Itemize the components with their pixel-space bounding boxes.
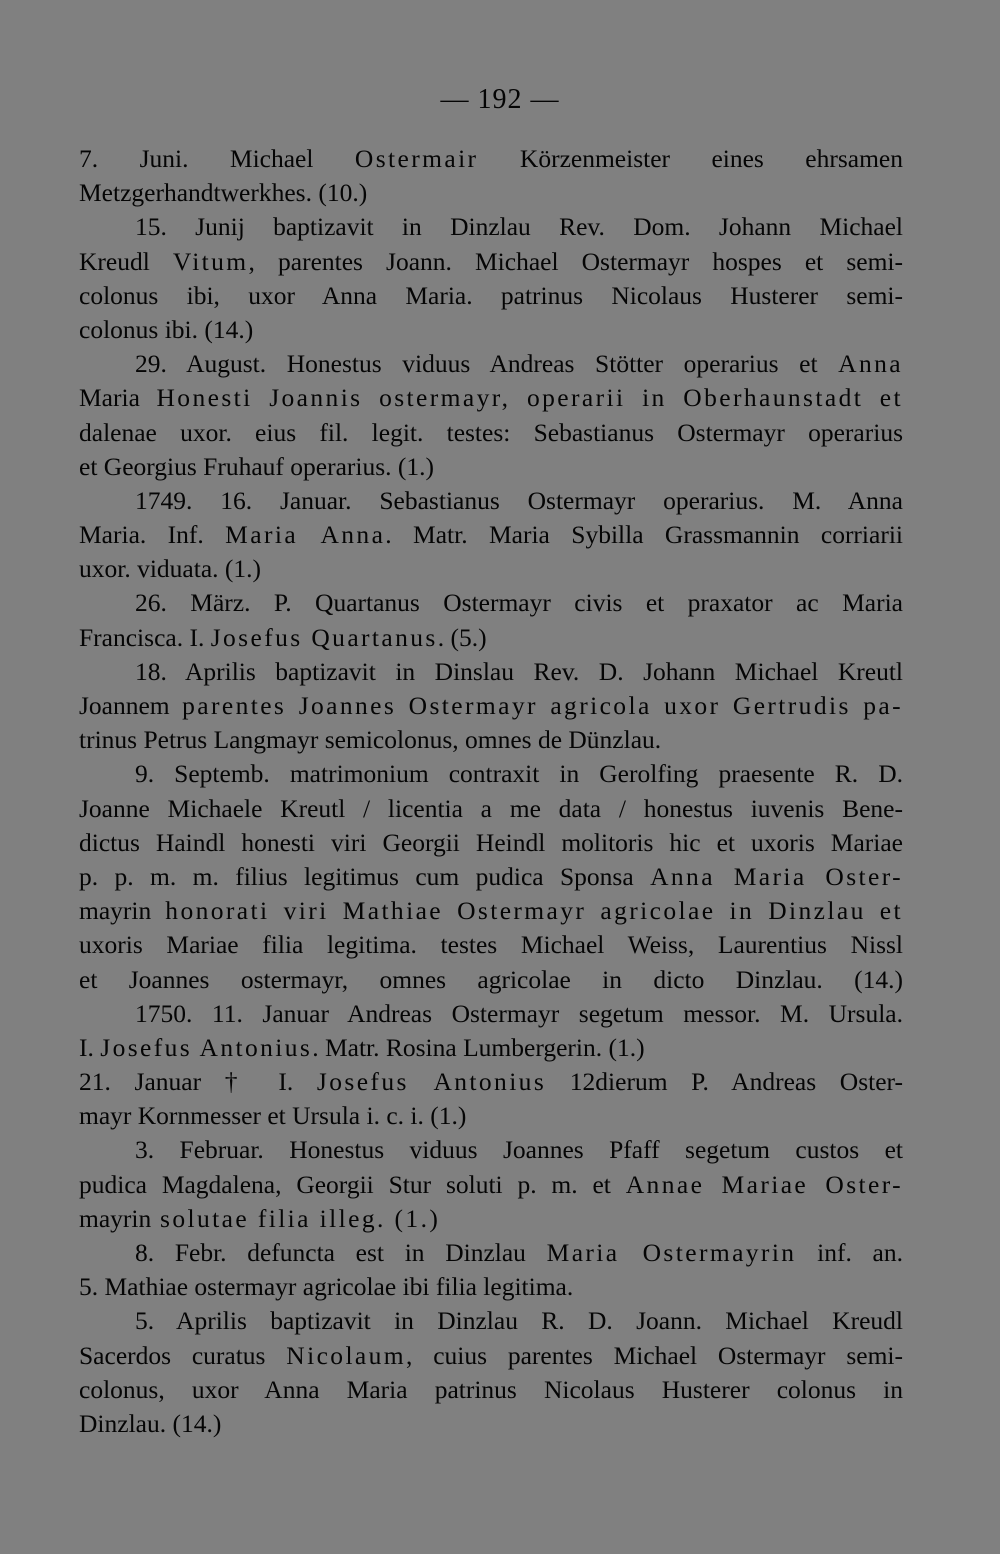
text-run: 15. Junij baptizavit in Dinzlau Rev. Dom. Johann Michael (135, 212, 903, 242)
text-run: 26. März. P. Quartanus Ostermayr civis et praxator ac Maria (135, 588, 903, 618)
text-run: inf. an. (796, 1238, 903, 1267)
text-run: colonus, uxor Anna Maria patrinus Nicolaus Husterer colonus in (79, 1374, 903, 1404)
text-line (79, 1099, 903, 1133)
text-run: Kreudl (79, 246, 173, 276)
text-line (79, 1168, 903, 1202)
text-run: p. p. m. m. filius legitimus cum pudica Sponsa (79, 861, 651, 891)
spaced-name: solutae filia illeg. (1.) (151, 1203, 441, 1233)
text-run: mayr Kornmesser et Ursula i. c. i. (1.) (79, 1101, 467, 1131)
spaced-name: parentes Joannes Ostermayr agricola uxor Gertrudis pa- (169, 691, 903, 720)
text-line (79, 689, 903, 723)
text-run: 12dierum P. Andreas Oster- (546, 1067, 903, 1097)
text-line (79, 518, 903, 552)
text-run: Joanne Michaele Kreutl / licentia a me data / honestus iuvenis Bene- (79, 793, 903, 823)
text-line (79, 1407, 903, 1441)
text-run: I. (79, 1032, 101, 1062)
text-run: 1749. 16. Januar. Sebastianus Ostermayr operarius. M. Anna (135, 485, 903, 515)
document-text (79, 142, 903, 1441)
text-run: 21. Januar † I. (79, 1067, 317, 1097)
text-run: colonus ibi, uxor Anna Maria. patrinus Nicolaus Husterer semi- (79, 280, 903, 310)
text-run: uxoris Mariae filia legitima. testes Michael Weiss, Laurentius Nissl (79, 930, 903, 960)
text-line (79, 928, 903, 962)
text-run: mayrin (79, 896, 152, 926)
text-line (79, 826, 903, 860)
text-line (79, 621, 903, 655)
text-run: , parentes Joann. Michael Ostermayr hospes et semi- (248, 246, 903, 276)
text-line (79, 1236, 903, 1270)
text-line (79, 245, 903, 279)
text-run: 7. Juni. Michael (79, 144, 355, 173)
text-line (79, 1270, 903, 1304)
text-line (79, 1031, 903, 1065)
text-run: et Joannes ostermayr, omnes agricolae in dicto Dinzlau. (14.) (79, 964, 903, 994)
text-line (79, 210, 903, 244)
text-run: Dinzlau. (14.) (79, 1408, 222, 1438)
text-line (79, 484, 903, 518)
text-run: dalenae uxor. eius fil. legit. testes: Sebastianus Ostermayr operarius (79, 417, 903, 447)
text-run: mayrin (79, 1203, 152, 1233)
text-line (79, 655, 903, 689)
text-run: Maria. Inf. (79, 520, 226, 550)
spaced-name: Josefus Antonius (100, 1032, 313, 1062)
text-run: Sacerdos curatus (79, 1340, 287, 1370)
text-line (79, 1065, 903, 1099)
spaced-name: Josefus Quartanus (210, 622, 438, 652)
text-line (79, 1304, 903, 1338)
spaced-name: Maria Ostermayrin (546, 1238, 797, 1267)
text-line (79, 1202, 903, 1236)
text-line (79, 586, 903, 620)
spaced-name: Ostermair (354, 144, 479, 173)
text-line (79, 142, 903, 176)
text-run: 5. Aprilis baptizavit in Dinzlau R. D. Joann. Michael Kreudl (135, 1306, 903, 1336)
text-line (79, 860, 903, 894)
text-run: 1750. 11. Januar Andreas Ostermayr segetum messor. M. Ursula. (135, 998, 903, 1028)
text-run: 3. Februar. Honestus viduus Joannes Pfaff segetum custos et (135, 1135, 903, 1165)
spaced-name: Vitum (172, 246, 249, 276)
text-line (79, 381, 903, 415)
spaced-name: Annae Mariae Oster- (625, 1169, 903, 1199)
text-run: 9. Septemb. matrimonium contraxit in Gerolfing praesente R. D. (135, 759, 903, 789)
text-run: . (5.) (437, 622, 487, 652)
spaced-name: Maria Anna (225, 520, 386, 550)
text-run: 8. Febr. defuncta est in Dinzlau (135, 1238, 547, 1267)
spaced-name: Anna Maria Oster- (650, 861, 903, 891)
text-line (79, 313, 903, 347)
text-run: trinus Petrus Langmayr semicolonus, omnes de Dünzlau. (79, 725, 662, 755)
text-run: dictus Haindl honesti viri Georgii Heindl molitoris hic et uxoris Mariae (79, 827, 903, 857)
text-line (79, 416, 903, 450)
spaced-name: Honesti Joannis ostermayr, operarii in Oberhaunstadt et (156, 383, 903, 413)
text-line (79, 997, 903, 1031)
text-line (79, 963, 903, 997)
text-run: . Matr. Maria Sybilla Grassmannin corriarii (385, 520, 903, 550)
text-run: colonus ibi. (14.) (79, 314, 254, 344)
text-run: Metzgerhandtwerkhes. (10.) (79, 178, 368, 208)
text-line (79, 279, 903, 313)
text-run: Maria (79, 383, 140, 413)
text-line (79, 792, 903, 826)
text-line (79, 1373, 903, 1407)
text-run: pudica Magdalena, Georgii Stur soluti p. m. et (79, 1169, 626, 1199)
text-line (79, 1133, 903, 1167)
text-line (79, 552, 903, 586)
text-line (79, 176, 903, 210)
text-run: Joannem (79, 691, 170, 720)
spaced-name: honorati viri Mathiae Ostermayr agricolae in Dinzlau et (151, 896, 903, 926)
text-line (79, 347, 903, 381)
text-run: 5. Mathiae ostermayr agricolae ibi filia legitima. (79, 1272, 574, 1302)
text-run: Francisca. I. (79, 622, 211, 652)
text-run: . Matr. Rosina Lumbergerin. (1.) (312, 1032, 645, 1062)
text-line (79, 1339, 903, 1373)
text-line (79, 894, 903, 928)
page-number: — 192 — (440, 84, 560, 115)
spaced-name: Nicolaum (286, 1340, 407, 1370)
text-line (79, 723, 903, 757)
text-run: , cuius parentes Michael Ostermayr semi- (406, 1340, 903, 1370)
text-line (79, 757, 903, 791)
text-run: uxor. viduata. (1.) (79, 554, 261, 584)
text-line (79, 450, 903, 484)
text-run: 18. Aprilis baptizavit in Dinslau Rev. D. Johann Michael Kreutl (135, 656, 903, 686)
spaced-name: Josefus Antonius (316, 1067, 547, 1097)
text-run: 29. August. Honestus viduus Andreas Stötter operarius et (135, 349, 839, 379)
spaced-name: Anna (838, 349, 903, 379)
text-run: Körzenmeister eines ehrsamen (478, 144, 903, 173)
text-run: et Georgius Fruhauf operarius. (1.) (79, 451, 435, 481)
